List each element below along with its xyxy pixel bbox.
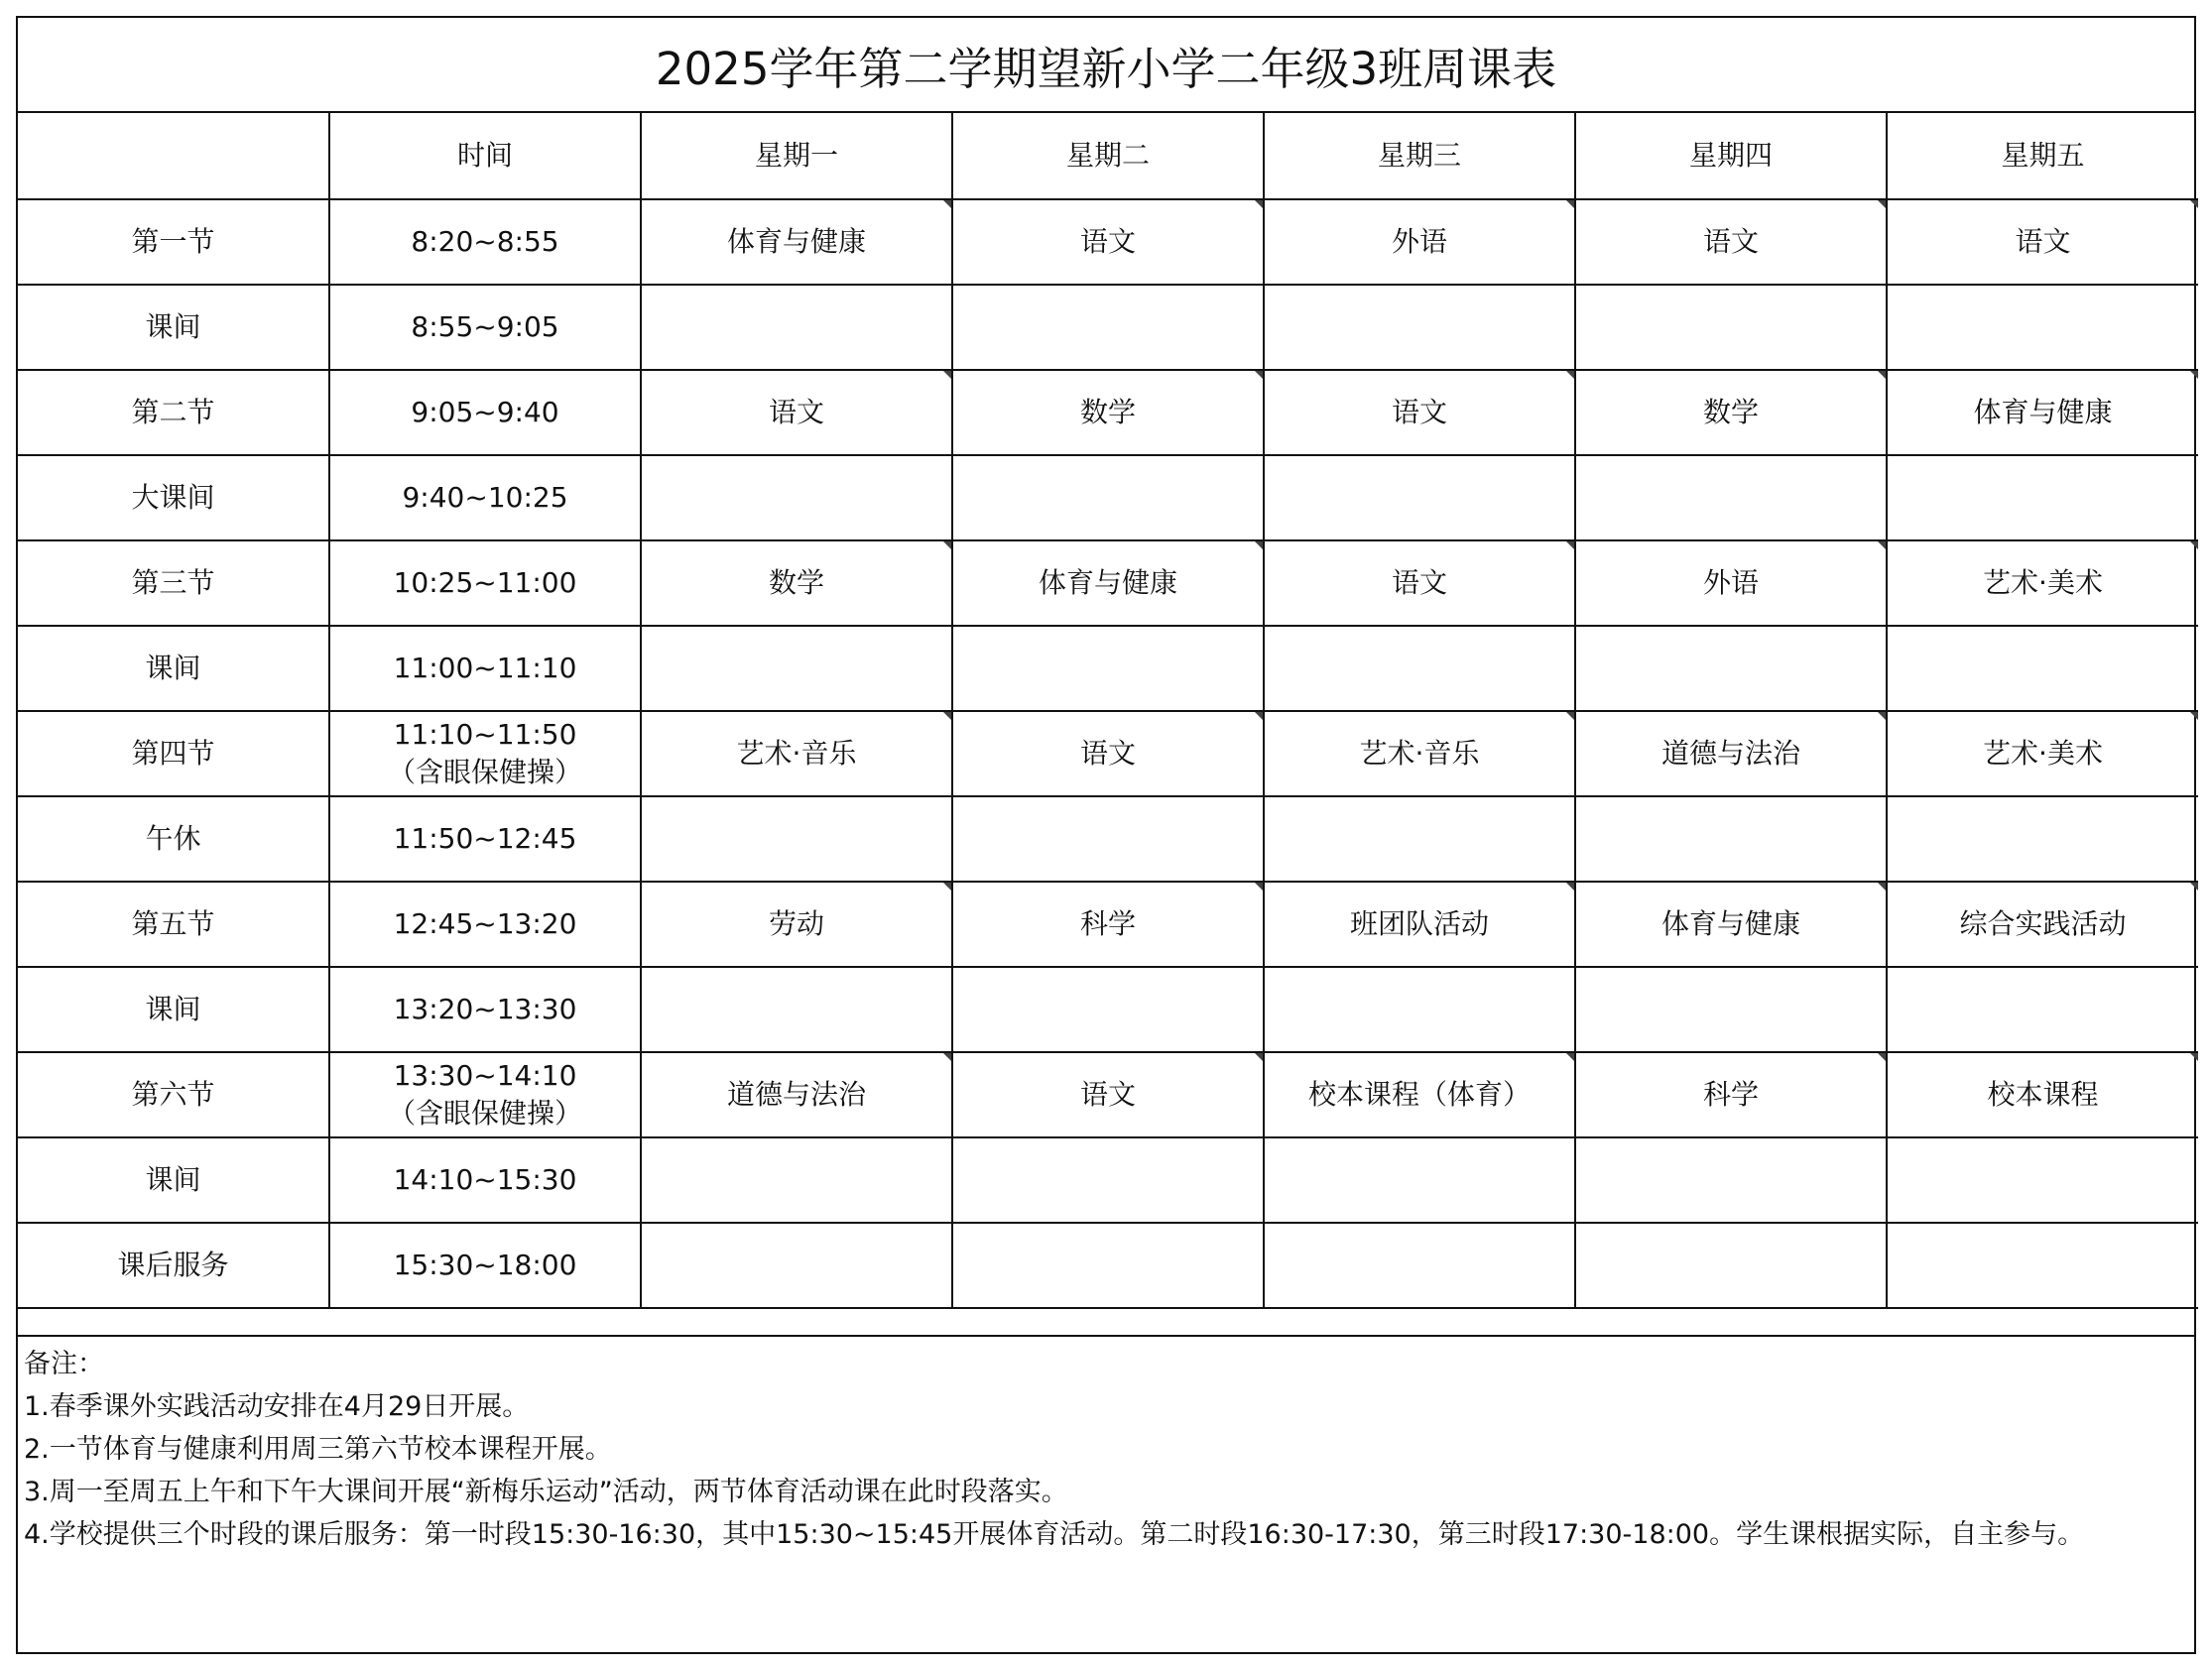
time-range: 8:20~8:55 — [411, 225, 559, 259]
subject-cell-monday — [641, 626, 952, 711]
time-cell — [329, 285, 641, 370]
subject-cell-tuesday: 科学 — [952, 882, 1264, 967]
subject-cell-wednesday — [1264, 1223, 1575, 1308]
period-label: 课间 — [18, 967, 329, 1052]
subject-cell-tuesday — [952, 285, 1264, 370]
period-label: 第六节 — [18, 1052, 329, 1137]
time-range: 11:10~11:50 — [393, 718, 577, 752]
timetable-title: 2025学年第二学期望新小学二年级3班周课表 — [18, 18, 2194, 113]
time-cell — [329, 882, 641, 967]
header-cell-corner — [18, 113, 329, 199]
time-cell — [329, 455, 641, 540]
time-cell — [329, 796, 641, 882]
subject-cell-wednesday — [1264, 455, 1575, 540]
subject-cell-monday — [641, 455, 952, 540]
time-cell — [329, 540, 641, 626]
time-range: 9:05~9:40 — [411, 396, 559, 429]
time-note: （含眼保健操） — [387, 756, 582, 788]
subject-cell-monday — [641, 1223, 952, 1308]
subject-cell-tuesday — [952, 1137, 1264, 1223]
header-row — [18, 113, 2198, 199]
subject-cell-wednesday — [1264, 1137, 1575, 1223]
subject-cell-tuesday: 体育与健康 — [952, 540, 1264, 626]
subject-cell-tuesday: 数学 — [952, 370, 1264, 455]
table-row — [18, 1223, 2198, 1308]
subject-cell-tuesday — [952, 796, 1264, 882]
time-cell — [329, 711, 641, 796]
subject-cell-friday — [1887, 796, 2198, 882]
subject-cell-wednesday: 语文 — [1264, 370, 1575, 455]
notes-heading: 备注： — [24, 1349, 104, 1379]
period-label: 大课间 — [18, 455, 329, 540]
time-cell — [329, 626, 641, 711]
subject-cell-friday — [1887, 967, 2198, 1052]
table-row — [18, 711, 2198, 796]
subject-cell-thursday: 数学 — [1575, 370, 1887, 455]
subject-cell-wednesday — [1264, 626, 1575, 711]
subject-cell-tuesday: 语文 — [952, 199, 1264, 285]
subject-cell-thursday: 外语 — [1575, 540, 1887, 626]
subject-cell-friday — [1887, 1137, 2198, 1223]
time-range: 11:00~11:10 — [393, 652, 577, 685]
period-label: 课间 — [18, 285, 329, 370]
timetable-sheet — [16, 16, 2196, 1654]
subject-cell-thursday — [1575, 626, 1887, 711]
subject-cell-friday: 艺术·美术 — [1887, 711, 2198, 796]
subject-cell-monday — [641, 796, 952, 882]
time-cell — [329, 370, 641, 455]
subject-cell-monday: 体育与健康 — [641, 199, 952, 285]
subject-cell-thursday — [1575, 1223, 1887, 1308]
subject-cell-monday: 道德与法治 — [641, 1052, 952, 1137]
time-cell — [329, 1052, 641, 1137]
subject-cell-friday: 校本课程 — [1887, 1052, 2198, 1137]
subject-cell-tuesday — [952, 455, 1264, 540]
subject-cell-thursday — [1575, 1137, 1887, 1223]
table-row — [18, 1137, 2198, 1223]
subject-cell-thursday: 科学 — [1575, 1052, 1887, 1137]
subject-cell-friday — [1887, 285, 2198, 370]
subject-cell-friday — [1887, 1223, 2198, 1308]
header-cell-friday: 星期五 — [1887, 113, 2198, 199]
subject-cell-friday: 语文 — [1887, 199, 2198, 285]
subject-cell-tuesday: 语文 — [952, 711, 1264, 796]
notes-section — [18, 1335, 2194, 1654]
table-row — [18, 285, 2198, 370]
period-label: 午休 — [18, 796, 329, 882]
time-cell — [329, 967, 641, 1052]
subject-cell-thursday: 语文 — [1575, 199, 1887, 285]
time-cell — [329, 1223, 641, 1308]
time-range: 13:20~13:30 — [393, 993, 577, 1026]
period-label: 课间 — [18, 1137, 329, 1223]
time-range: 11:50~12:45 — [393, 822, 577, 856]
subject-cell-monday — [641, 1137, 952, 1223]
subject-cell-monday: 艺术·音乐 — [641, 711, 952, 796]
time-range: 14:10~15:30 — [393, 1163, 577, 1197]
subject-cell-thursday — [1575, 285, 1887, 370]
period-label: 第一节 — [18, 199, 329, 285]
subject-cell-monday — [641, 967, 952, 1052]
subject-cell-wednesday: 班团队活动 — [1264, 882, 1575, 967]
note-item-4: 4.学校提供三个时段的课后服务：第一时段15:30-16:30，其中15:30~15:45开展体育活动。第二时段16:30-17:30，第三时段17:30-18:00。学生课根据实际，自主参与。 — [24, 1519, 2085, 1550]
subject-cell-tuesday — [952, 1223, 1264, 1308]
period-label: 第二节 — [18, 370, 329, 455]
header-cell-tuesday: 星期二 — [952, 113, 1264, 199]
time-cell — [329, 1137, 641, 1223]
time-range: 8:55~9:05 — [411, 310, 559, 344]
table-row — [18, 540, 2198, 626]
table-row — [18, 626, 2198, 711]
subject-cell-wednesday — [1264, 285, 1575, 370]
subject-cell-monday: 劳动 — [641, 882, 952, 967]
note-item-1: 1.春季课外实践活动安排在4月29日开展。 — [24, 1391, 530, 1422]
subject-cell-wednesday — [1264, 967, 1575, 1052]
table-row — [18, 882, 2198, 967]
timetable-grid — [18, 113, 2198, 1309]
table-row — [18, 796, 2198, 882]
note-item-3: 3.周一至周五上午和下午大课间开展“新梅乐运动”活动，两节体育活动课在此时段落实。 — [24, 1477, 1068, 1507]
subject-cell-monday — [641, 285, 952, 370]
timetable-body — [18, 113, 2198, 1308]
header-cell-wednesday: 星期三 — [1264, 113, 1575, 199]
subject-cell-tuesday: 语文 — [952, 1052, 1264, 1137]
subject-cell-thursday: 道德与法治 — [1575, 711, 1887, 796]
time-range: 10:25~11:00 — [393, 566, 577, 600]
time-range: 15:30~18:00 — [393, 1249, 577, 1282]
subject-cell-friday: 综合实践活动 — [1887, 882, 2198, 967]
table-row — [18, 967, 2198, 1052]
period-label: 课间 — [18, 626, 329, 711]
subject-cell-monday: 语文 — [641, 370, 952, 455]
subject-cell-monday: 数学 — [641, 540, 952, 626]
subject-cell-wednesday: 语文 — [1264, 540, 1575, 626]
subject-cell-thursday — [1575, 967, 1887, 1052]
subject-cell-friday — [1887, 626, 2198, 711]
header-cell-time: 时间 — [329, 113, 641, 199]
period-label: 第五节 — [18, 882, 329, 967]
time-note: （含眼保健操） — [387, 1097, 582, 1130]
table-row — [18, 370, 2198, 455]
subject-cell-friday: 体育与健康 — [1887, 370, 2198, 455]
time-range: 12:45~13:20 — [393, 907, 577, 941]
subject-cell-friday — [1887, 455, 2198, 540]
subject-cell-tuesday — [952, 626, 1264, 711]
period-label: 第三节 — [18, 540, 329, 626]
note-item-2: 2.一节体育与健康利用周三第六节校本课程开展。 — [24, 1434, 612, 1465]
subject-cell-thursday: 体育与健康 — [1575, 882, 1887, 967]
subject-cell-friday: 艺术·美术 — [1887, 540, 2198, 626]
subject-cell-thursday — [1575, 796, 1887, 882]
table-row — [18, 199, 2198, 285]
table-row — [18, 1052, 2198, 1137]
period-label: 课后服务 — [18, 1223, 329, 1308]
time-cell — [329, 199, 641, 285]
subject-cell-wednesday — [1264, 796, 1575, 882]
table-row — [18, 455, 2198, 540]
time-range: 13:30~14:10 — [393, 1059, 577, 1093]
subject-cell-thursday — [1575, 455, 1887, 540]
time-range: 9:40~10:25 — [402, 481, 568, 515]
period-label: 第四节 — [18, 711, 329, 796]
subject-cell-wednesday: 艺术·音乐 — [1264, 711, 1575, 796]
header-cell-thursday: 星期四 — [1575, 113, 1887, 199]
subject-cell-wednesday: 外语 — [1264, 199, 1575, 285]
header-cell-monday: 星期一 — [641, 113, 952, 199]
subject-cell-tuesday — [952, 967, 1264, 1052]
subject-cell-wednesday: 校本课程（体育） — [1264, 1052, 1575, 1137]
